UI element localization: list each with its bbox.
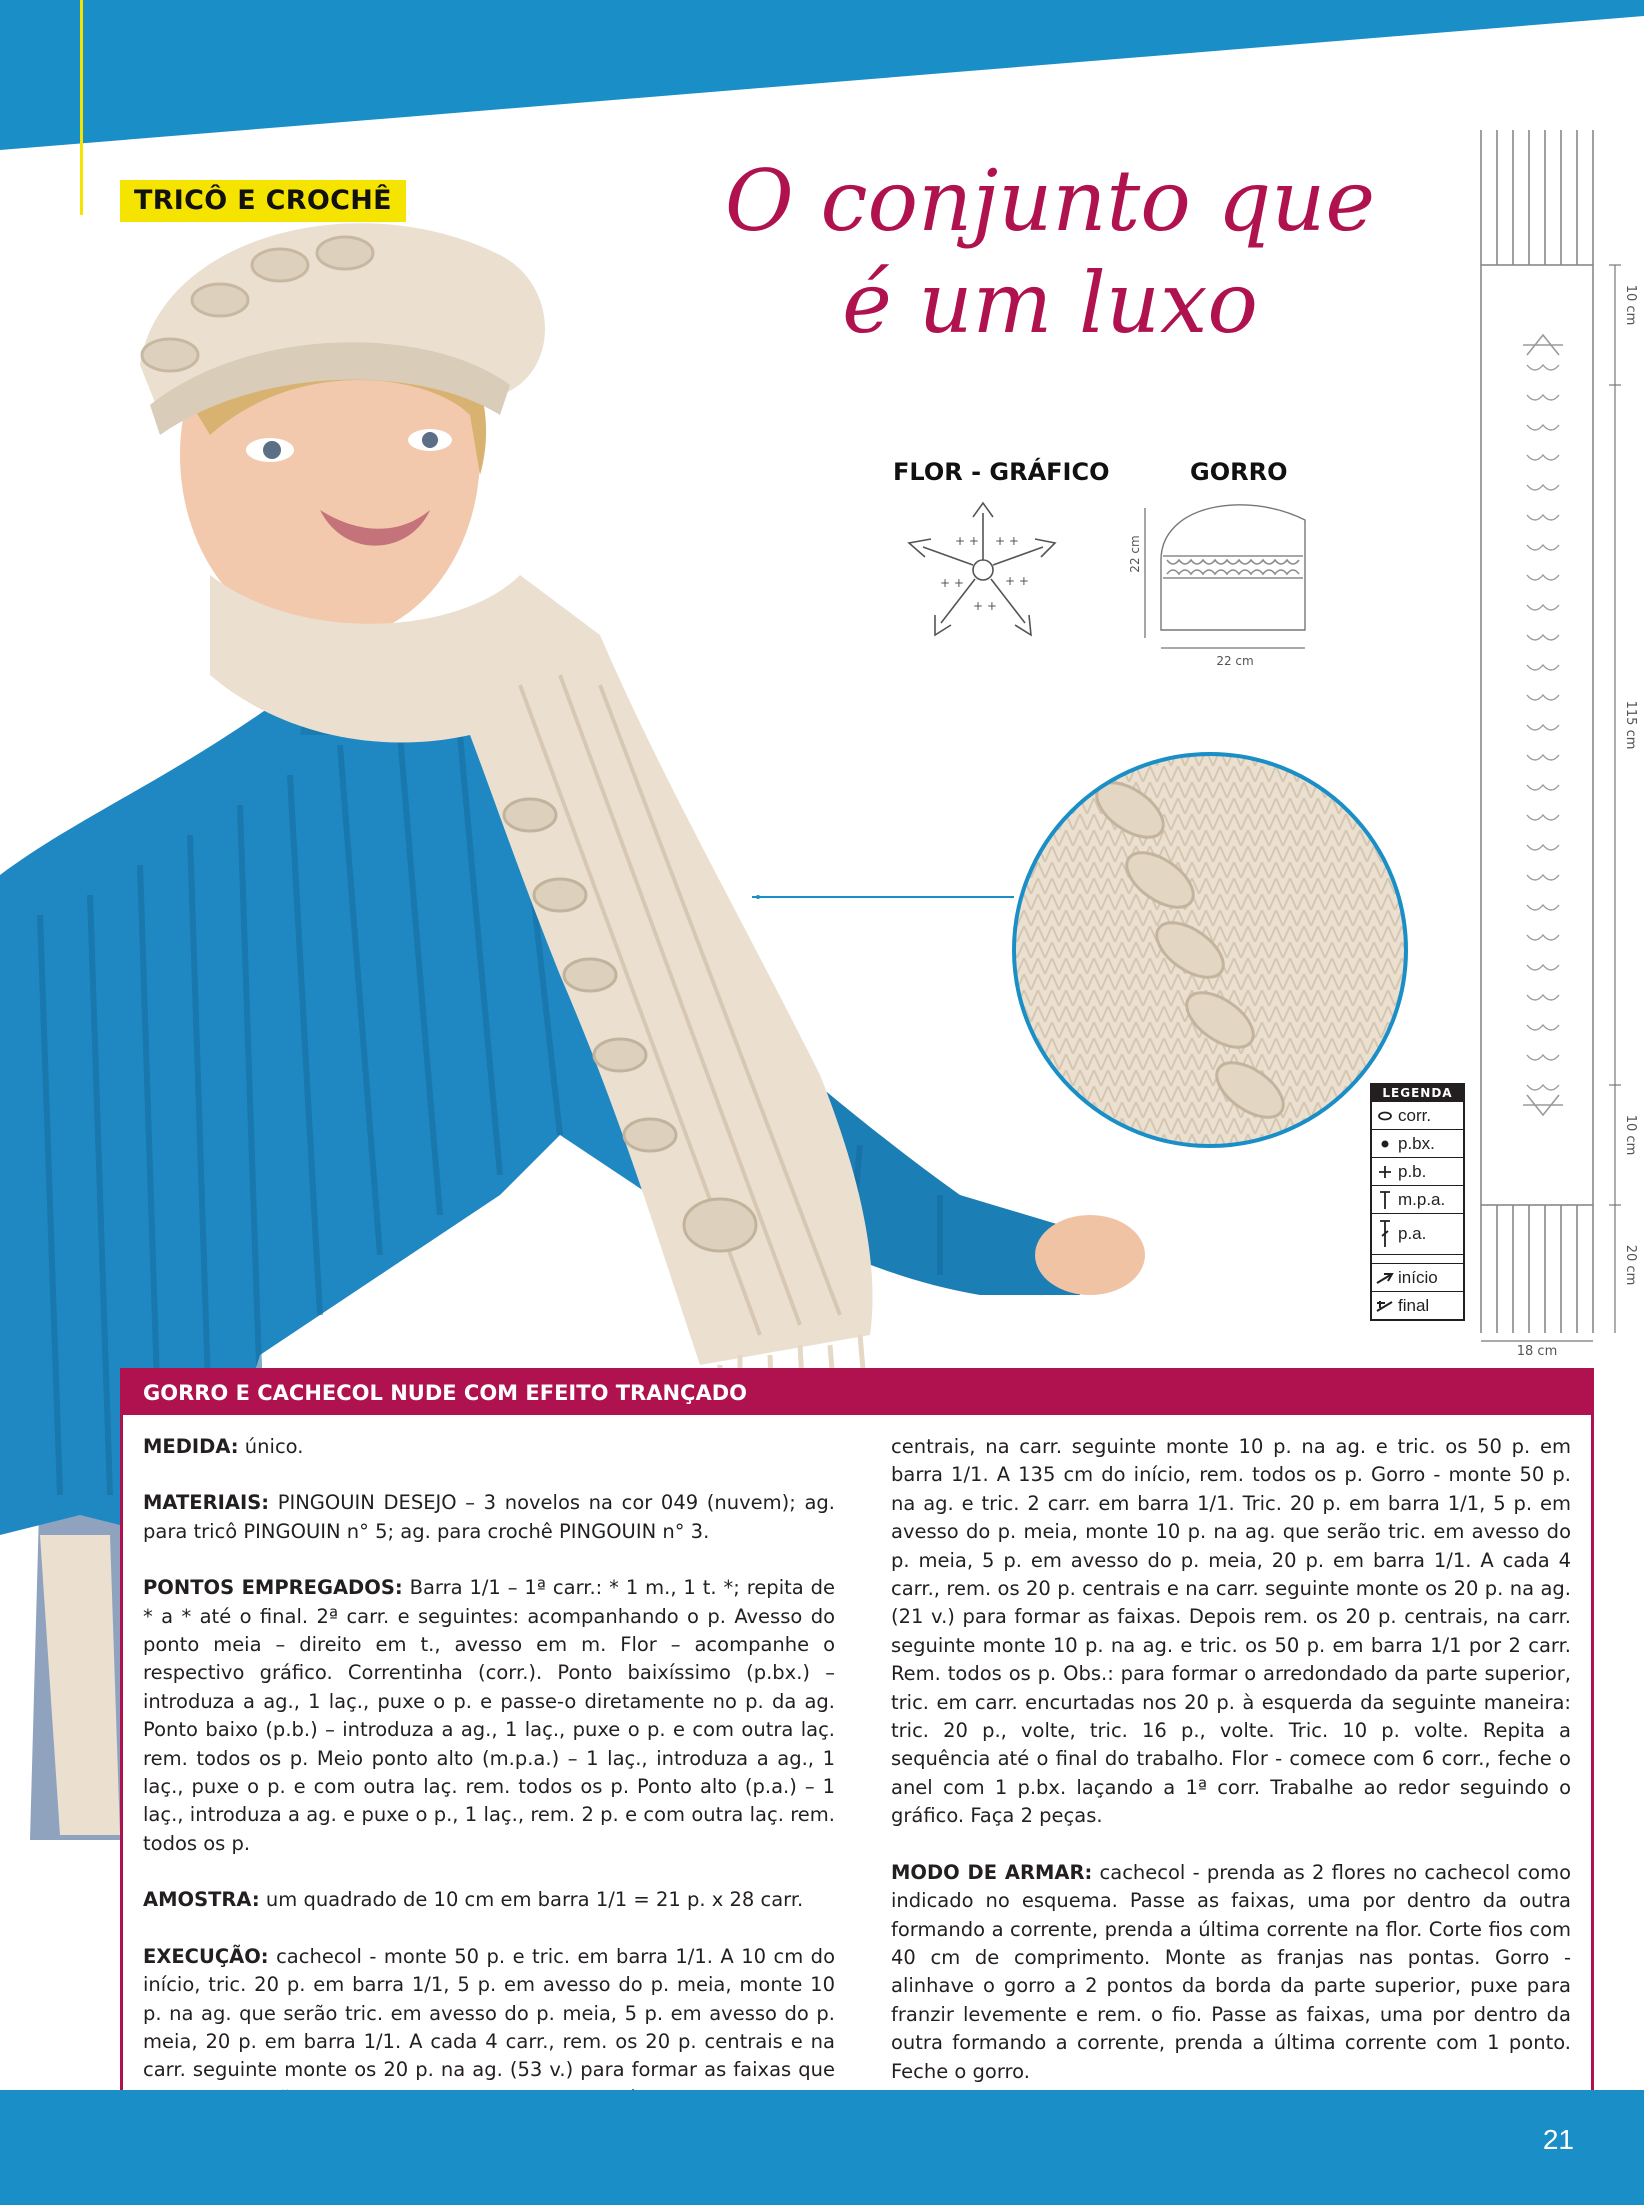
legend-label: p.bx. bbox=[1398, 1133, 1435, 1153]
scarf-middle-length: 115 cm bbox=[1623, 700, 1638, 750]
yellow-accent-rule bbox=[80, 0, 83, 215]
scarf-width: 18 cm bbox=[1516, 1344, 1558, 1355]
instructions-left-column bbox=[143, 1433, 835, 2141]
legend-label: final bbox=[1398, 1295, 1430, 1315]
start-arrow-icon bbox=[1372, 1264, 1398, 1291]
legend-item-mpa bbox=[1372, 1185, 1463, 1213]
title-line-2: é um luxo bbox=[842, 254, 1258, 352]
svg-text:+ +: + + bbox=[995, 534, 1019, 548]
scarf-fringe-length: 20 cm bbox=[1623, 1244, 1638, 1286]
slip-stitch-symbol-icon bbox=[1372, 1130, 1398, 1157]
legend-item-pb bbox=[1372, 1157, 1463, 1185]
hat-width-label: 22 cm bbox=[1216, 654, 1254, 668]
legend-item-final bbox=[1372, 1291, 1463, 1319]
legend-item-corr bbox=[1372, 1101, 1463, 1129]
legend bbox=[1370, 1083, 1465, 1321]
modo-paragraph: MODO DE ARMAR: cachecol - prenda as 2 flores no cachecol como indicado no esquema. Passe as faixas, uma por dentro da outra formando a corrente, prenda a última corrente na flor. Corte fios com 40 cm de comprimento. Monte as franjas nas pontas. Gorro - alinhave o gorro a 2 pontos da borda da parte superior, puxe para franzir levemente e rem. o fio. Passe as faixas, uma por dentro da outra formando a corrente, prenda a última corrente com 1 ponto. Feche o gorro. bbox=[891, 1860, 1572, 2083]
instructions-right-column bbox=[891, 1433, 1571, 2114]
end-arrow-icon bbox=[1372, 1292, 1398, 1319]
legend-label: m.p.a. bbox=[1398, 1189, 1446, 1209]
footer-band bbox=[0, 2090, 1644, 2205]
double-crochet-symbol-icon bbox=[1372, 1214, 1398, 1254]
page-number: 21 bbox=[1542, 2124, 1574, 2155]
execucao-continued-paragraph: centrais, na carr. seguinte monte 10 p. na ag. e tric. os 50 p. em barra 1/1. A 135 cm do início, rem. todos os p. Gorro - monte 50 p. na ag. e tric. 2 carr. em barra 1/1. Tric. 20 p. em barra 1/1, 5 p. em avesso do p. meia, monte 10 p. na ag. que serão tric. em avesso do p. meia, 5 p. em avesso do p. meia, 20 p. em barra 1/1. A cada 4 carr., rem. os 20 p. centrais e na carr. seguinte monte os 20 p. na ag. (21 v.) para formar as faixas. Depois rem. os 20 p. centrais, na carr. seguinte monte 10 p. na ag. e tric. os 50 p. em barra 1/1 por 2 carr. Rem. todos os p. Obs.: para formar o arredondado da parte superior, tric. em carr. encurtadas nos 20 p. à esquerda da seguinte maneira: tric. 20 p., volte, tric. 16 p., volte. Tric. 10 p. volte. Repita a sequência até o final do trabalho. Flor - comece com 6 corr., feche o anel com 1 p.bx. laçando a 1ª corr. Trabalhe ao redor seguindo o gráfico. Faça 2 peças. bbox=[891, 1435, 1571, 1828]
pontos-paragraph: PONTOS EMPREGADOS: Barra 1/1 – 1ª carr.: * 1 m., 1 t. *; repita de * a * até o final. 2ª carr. e seguintes: acompanhando o p. Avesso do ponto meia – direito em t., avesso em m. Flor – acompanhe o respectivo gráfico. Correntinha (corr.). Ponto baixíssimo (p.bx.) – introduza a ag., 1 laç., puxe o p. e passe-o diretamente no p. da ag. Ponto baixo (p.b.) – introduza a ag., 1 laç., puxe o p. e com outra laç. rem. todos os p. Meio ponto alto (m.p.a.) – 1 laç., introduza a ag., 1 laç., puxe o p. e com outra laç. rem. todos os p. Ponto alto (p.a.) – 1 laç., introduza a ag. e puxe o p., 1 laç., rem. 2 p. e com outra laç. rem. todos os p. bbox=[143, 1576, 835, 1855]
knit-detail-zoom bbox=[1010, 750, 1410, 1150]
svg-text:+ +: + + bbox=[1005, 574, 1029, 588]
section-tag: TRICÔ E CROCHÊ bbox=[120, 180, 406, 222]
legend-item-inicio bbox=[1372, 1263, 1463, 1291]
flower-crochet-chart bbox=[895, 495, 1070, 645]
materiais-paragraph: MATERIAIS: PINGOUIN DESEJO – 3 novelos na cor 049 (nuvem); ag. para tricô PINGOUIN n° 5; ag. para crochê PINGOUIN n° 3. bbox=[143, 1491, 835, 1543]
hat-height-label: 22 cm bbox=[1128, 535, 1142, 573]
flower-chart-label: FLOR - GRÁFICO bbox=[893, 458, 1110, 486]
legend-label: p.b. bbox=[1398, 1161, 1427, 1181]
execucao-paragraph: EXECUÇÃO: cachecol - monte 50 p. e tric. em barra 1/1. A 10 cm do início, tric. 20 p. em barra 1/1, 5 p. em avesso do p. meia, monte 10 p. na ag. que serão tric. em avesso do p. meia, 5 p. em avesso do p. meia, 20 p. em barra 1/1. A cada 4 carr., rem. os 20 p. centrais e na carr. seguinte monte os 20 p. na ag. (53 v.) para formar as faixas que bbox=[143, 1944, 835, 2082]
legend-label: p.a. bbox=[1398, 1224, 1427, 1243]
scarf-schematic bbox=[1465, 125, 1640, 1355]
scarf-end-length: 10 cm bbox=[1623, 1114, 1638, 1156]
legend-item-pa bbox=[1372, 1213, 1463, 1254]
single-crochet-symbol-icon bbox=[1372, 1158, 1398, 1185]
hat-schematic-label: GORRO bbox=[1190, 458, 1288, 486]
title-line-1: O conjunto que bbox=[724, 152, 1376, 250]
legend-label: corr. bbox=[1398, 1105, 1432, 1125]
chain-symbol-icon bbox=[1372, 1102, 1398, 1129]
hat-schematic bbox=[1125, 490, 1330, 670]
instructions-header: GORRO E CACHECOL NUDE COM EFEITO TRANÇADO bbox=[123, 1371, 1591, 1415]
top-blue-band bbox=[0, 0, 1644, 150]
legend-item-pbx bbox=[1372, 1129, 1463, 1157]
svg-text:+ +: + + bbox=[940, 576, 964, 590]
medida-paragraph: MEDIDA: único. bbox=[143, 1435, 304, 1458]
zoom-pointer-line bbox=[752, 895, 1014, 899]
half-double-crochet-symbol-icon bbox=[1372, 1186, 1398, 1213]
amostra-paragraph: AMOSTRA: um quadrado de 10 cm em barra 1/1 = 21 p. x 28 carr. bbox=[143, 1888, 804, 1912]
svg-text:+ +: + + bbox=[955, 534, 979, 548]
legend-title: LEGENDA bbox=[1372, 1085, 1463, 1101]
scarf-top-length: 10 cm bbox=[1623, 284, 1638, 326]
instructions-box bbox=[120, 1368, 1594, 2110]
svg-text:+ +: + + bbox=[973, 599, 997, 613]
legend-label: início bbox=[1398, 1267, 1438, 1287]
